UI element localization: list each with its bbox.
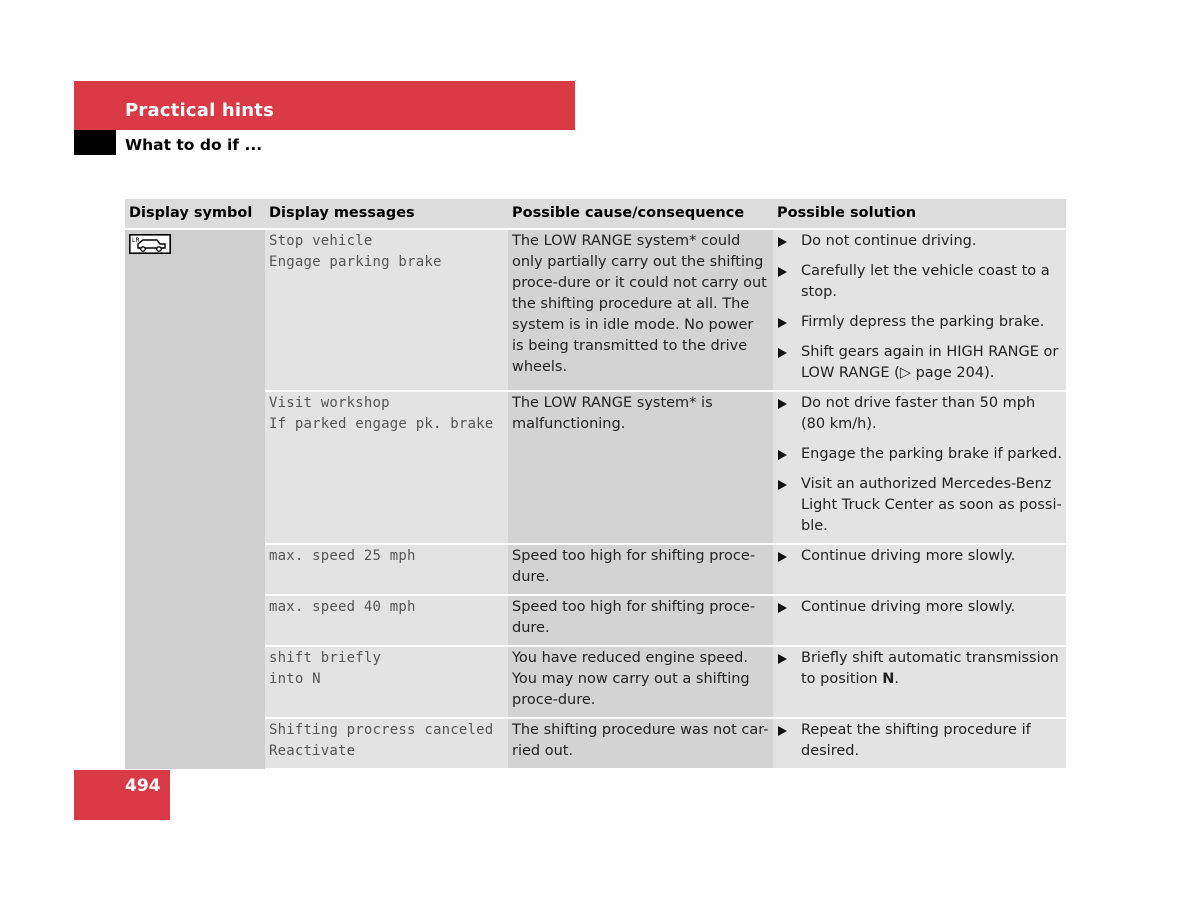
solution-text: Visit an authorized Mercedes-Benz Light Truck Center as soon as possi-ble. xyxy=(801,476,1062,534)
solution-item xyxy=(777,444,1062,465)
solution-cell xyxy=(773,718,1066,769)
display-message-cell xyxy=(265,646,508,718)
solution-text: Shift gears again in HIGH RANGE or LOW RANGE (▷ page 204). xyxy=(801,344,1059,381)
table-row xyxy=(125,646,1066,718)
bullet-arrow-icon xyxy=(778,603,787,613)
table-row xyxy=(125,391,1066,544)
section-subtitle: What to do if ... xyxy=(125,136,263,154)
section-title: Practical hints xyxy=(125,100,275,121)
solution-item xyxy=(777,231,1062,252)
cause-text: Speed too high for shifting proce-dure. xyxy=(512,599,756,636)
solution-item xyxy=(777,597,1062,618)
display-message-line: shift briefly xyxy=(269,650,382,666)
display-message-line: If parked engage pk. brake xyxy=(269,416,494,432)
header-display-messages: Display messages xyxy=(265,199,508,229)
solution-cell xyxy=(773,646,1066,718)
table-row xyxy=(125,595,1066,646)
solution-cell xyxy=(773,229,1066,391)
table-row xyxy=(125,229,1066,391)
display-symbol-cell xyxy=(125,229,265,769)
display-message-line: max. speed 40 mph xyxy=(269,599,416,615)
cause-text: You have reduced engine speed. You may now carry out a shifting proce-dure. xyxy=(512,650,750,708)
subtitle-marker xyxy=(74,130,116,155)
display-message-line: Reactivate xyxy=(269,743,356,759)
solution-text: Carefully let the vehicle coast to a stop. xyxy=(801,263,1050,300)
solution-text: Do not drive faster than 50 mph (80 km/h). xyxy=(801,395,1036,432)
solution-item xyxy=(777,474,1062,537)
bullet-arrow-icon xyxy=(778,348,787,358)
bullet-arrow-icon xyxy=(778,654,787,664)
display-message-line: Engage parking brake xyxy=(269,254,442,270)
display-message-line: Stop vehicle xyxy=(269,233,373,249)
bullet-arrow-icon xyxy=(778,480,787,490)
bullet-arrow-icon xyxy=(778,237,787,247)
display-message-line: Shifting procress canceled xyxy=(269,722,494,738)
display-message-cell xyxy=(265,391,508,544)
solution-item xyxy=(777,648,1062,690)
cause-text: Speed too high for shifting proce-dure. xyxy=(512,548,756,585)
bullet-arrow-icon xyxy=(778,552,787,562)
cause-cell xyxy=(508,595,773,646)
display-message-cell xyxy=(265,229,508,391)
page-number: 494 xyxy=(125,776,161,796)
display-message-line: into N xyxy=(269,671,321,687)
solution-item xyxy=(777,342,1062,384)
solution-text: Continue driving more slowly. xyxy=(801,548,1016,564)
table-header-row xyxy=(125,199,1066,229)
header-possible-solution: Possible solution xyxy=(773,199,1066,229)
solution-text: Repeat the shifting procedure if desired. xyxy=(801,722,1031,759)
hints-table xyxy=(125,199,1066,770)
bullet-arrow-icon xyxy=(778,726,787,736)
cause-cell xyxy=(508,391,773,544)
cause-cell xyxy=(508,646,773,718)
solution-item xyxy=(777,312,1062,333)
solution-text: Engage the parking brake if parked. xyxy=(801,446,1062,462)
cause-text: The shifting procedure was not car-ried out. xyxy=(512,722,769,759)
display-message-cell xyxy=(265,595,508,646)
solution-item xyxy=(777,393,1062,435)
cause-text: The LOW RANGE system* is malfunctioning. xyxy=(512,395,713,432)
solution-item xyxy=(777,546,1062,567)
bullet-arrow-icon xyxy=(778,318,787,328)
cause-cell xyxy=(508,544,773,595)
display-message-line: Visit workshop xyxy=(269,395,390,411)
solution-cell xyxy=(773,595,1066,646)
bullet-arrow-icon xyxy=(778,450,787,460)
display-message-cell xyxy=(265,718,508,769)
cause-cell xyxy=(508,229,773,391)
header-display-symbol: Display symbol xyxy=(125,199,265,229)
solution-item xyxy=(777,261,1062,303)
solution-text: Continue driving more slowly. xyxy=(801,599,1016,615)
solution-cell xyxy=(773,544,1066,595)
bullet-arrow-icon xyxy=(778,399,787,409)
header-possible-cause: Possible cause/consequence xyxy=(508,199,773,229)
svg-text:LR: LR xyxy=(132,237,140,244)
bullet-arrow-icon xyxy=(778,267,787,277)
low-range-vehicle-icon xyxy=(129,234,171,261)
cause-cell xyxy=(508,718,773,769)
solution-item xyxy=(777,720,1062,762)
solution-text-prefix: Briefly shift automatic transmission to position xyxy=(801,650,1059,687)
solution-text: Firmly depress the parking brake. xyxy=(801,314,1045,330)
solution-text-suffix: . xyxy=(894,671,899,687)
cause-text: The LOW RANGE system* could only partially carry out the shifting proce-dure or it could not carry out the shifting procedure at all. The system is in idle mode. No power is being transmitted to the drive wheels. xyxy=(512,233,767,375)
display-message-line: max. speed 25 mph xyxy=(269,548,416,564)
table-row xyxy=(125,718,1066,769)
table-row xyxy=(125,544,1066,595)
solution-text: Do not continue driving. xyxy=(801,233,977,249)
display-message-cell xyxy=(265,544,508,595)
solution-text-bold: N xyxy=(882,671,895,687)
solution-cell xyxy=(773,391,1066,544)
